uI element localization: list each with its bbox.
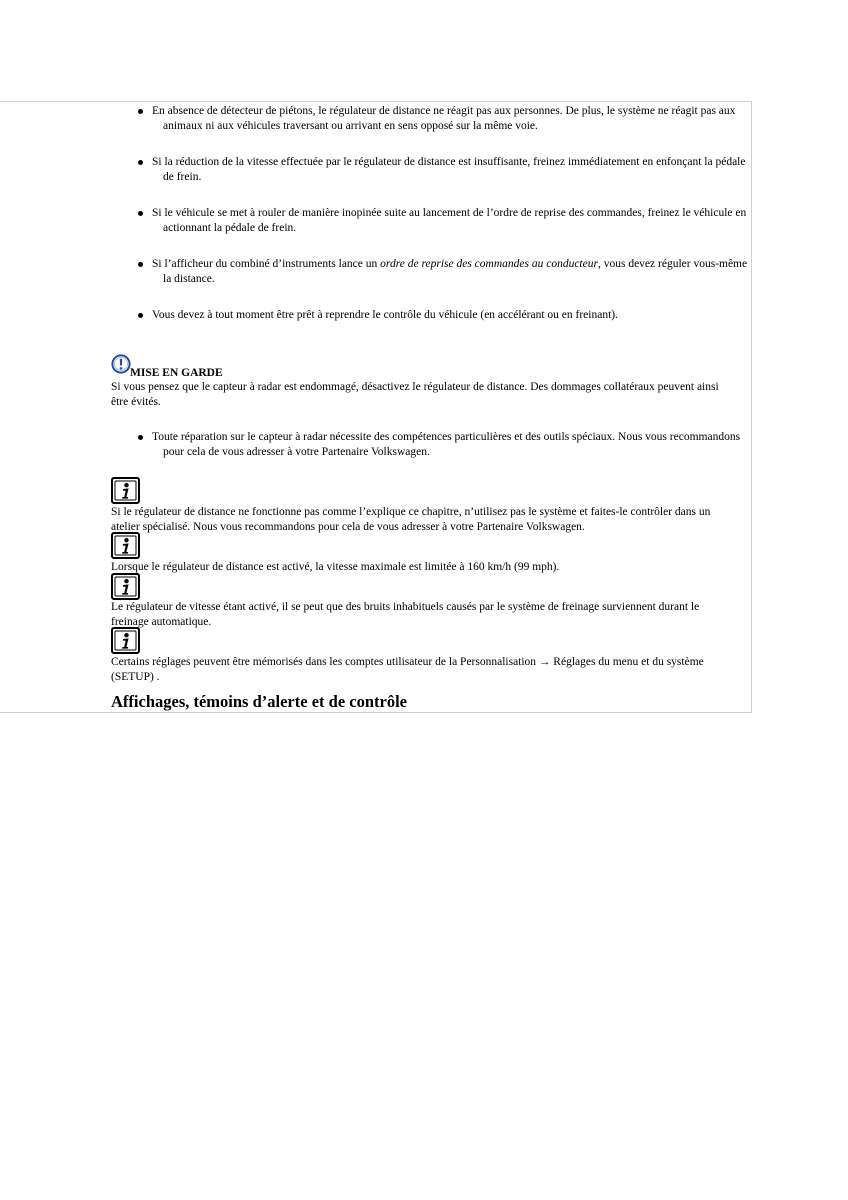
list-item-text: En absence de détecteur de piétons, le régulateur de distance ne réagit pas aux personnes. De plus, le système ne réagit pas aux animaux ni aux véhicules traversant ou arrivant en sens opposé sur la même voie. [152,105,736,132]
list-item [152,155,748,184]
info-box-icon [111,573,140,600]
note-text: Si le régulateur de distance ne fonctionne pas comme l’explique ce chapitre, n’utilisez pas le système et faites-le contrôler dans un atelier spécialisé. Nous vous recommandons pour cela de vous adresser à votre Partenaire Volkswagen. [111,506,711,533]
list-item [152,206,748,235]
info-box-icon [111,627,140,654]
info-box-icon [111,477,140,504]
list-item [152,257,748,286]
warning-title: MISE EN GARDE [130,367,223,379]
bullet-dot [138,435,143,440]
bullet-dot [138,262,143,267]
bullet-dot [138,211,143,216]
list-item [152,104,748,133]
bullet-dot [138,160,143,165]
bullet-dot [138,313,143,318]
exclamation-circle-icon [111,354,131,374]
list-item-text-after: , vous devez réguler vous-même la distance. [163,258,748,285]
note-text: Lorsque le régulateur de distance est activé, la vitesse maximale est limitée à 160 km/h (99 mph). [111,561,560,573]
section-heading: Affichages, témoins d’alerte et de contrôle [111,692,407,711]
bullet-dot [138,109,143,114]
list-item-text: Toute réparation sur le capteur à radar nécessite des compétences particulières et des outils spéciaux. Nous vous recommandons pour cela de vous adresser à votre Partenaire Volkswagen. [152,431,741,458]
list-item-text-before: Si l’afficheur du combiné d’instruments lance un [152,258,381,270]
note-text: Le régulateur de vitesse étant activé, il se peut que des bruits inhabituels causés par le système de freinage surviennent durant le freinage automatique. [111,601,700,628]
list-item [152,308,748,323]
list-item [152,430,748,459]
list-item-text-italic: ordre de reprise des commandes au conducteur [380,258,598,270]
info-box-icon [111,532,140,559]
list-item-text: Si le véhicule se met à rouler de manière inopinée suite au lancement de l’ordre de reprise des commandes, freinez le véhicule en actionnant la pédale de frein. [152,207,747,234]
list-item-text: Vous devez à tout moment être prêt à reprendre le contrôle du véhicule (en accélérant ou en freinant). [152,309,618,321]
warning-text: Si vous pensez que le capteur à radar est endommagé, désactivez le régulateur de distance. Des dommages collatéraux peuvent ainsi être évités. [111,381,719,408]
list-item-text: Si la réduction de la vitesse effectuée par le régulateur de distance est insuffisante, freinez immédiatement en enfonçant la pédale de frein. [152,156,746,183]
note-text: Certains réglages peuvent être mémorisés dans les comptes utilisateur de la Personnalisation → Réglages du menu et du système (SETUP) . [111,656,704,683]
